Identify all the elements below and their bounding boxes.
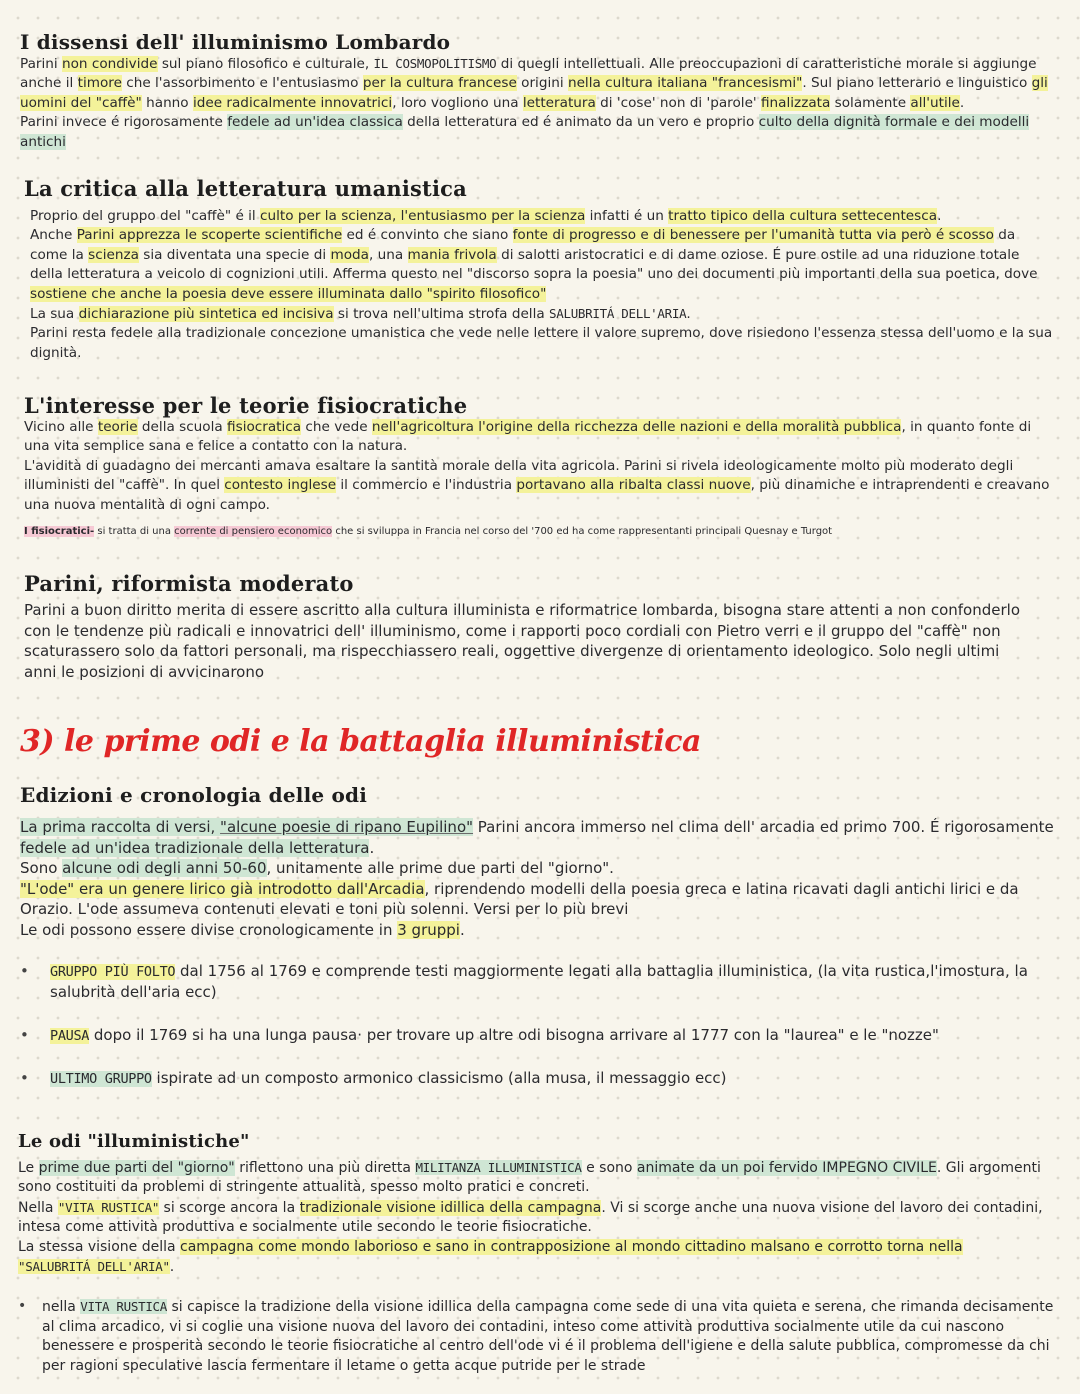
text: infatti é un — [585, 208, 669, 224]
highlight: dichiarazione più sintetica ed incisiva — [78, 306, 334, 323]
chapter-heading: 3) le prime odi e la battaglia illuministica — [20, 724, 701, 759]
caps-text: VITA RUSTICA — [80, 1299, 168, 1315]
text: che vede — [301, 419, 372, 435]
section-body — [24, 201, 1054, 363]
text: sia diventata una specie di — [138, 246, 331, 263]
highlight: nell'agricoltura l'origine della ricchezza delle nazioni e della moralità pubblica — [371, 419, 902, 435]
paragraph — [30, 207, 1054, 226]
highlight: letteratura — [522, 94, 596, 111]
paragraph — [30, 304, 1054, 324]
highlight: alcune odi degli anni 50-60 — [62, 859, 267, 878]
text: Sono — [20, 859, 63, 878]
highlight: per la cultura francese — [362, 75, 517, 92]
text: , loro vogliono una — [392, 94, 523, 111]
text: si capisce la tradizione della visione idillica della campagna come sede di una vita quieta e serena, che rimanda decisamente al clima arcadico, vi si coglie una visione nuova del lavoro dei contadini, inteso come attività produttiva socialmente utile da cui nascono benessere e prosperità secondo le teorie fisiocratiche al centro dell'ode vi é il problema dell'igiene e della salute pubblica, compromesse da chi per ragioni speculative lascia fermentare il letame o getta acque putride per le strade — [42, 1299, 1054, 1374]
section-body — [18, 1154, 1060, 1376]
highlight: contesto inglese — [224, 477, 337, 494]
text: di 'cose' non di 'parole' — [595, 94, 761, 111]
text: della scuola — [137, 419, 228, 435]
highlight: teorie — [97, 419, 138, 435]
text: . — [369, 838, 375, 857]
highlight: 3 gruppi — [397, 920, 460, 939]
footnote-term: I fisiocratici- — [24, 526, 95, 538]
text: Parini ancora immerso nel clima dell' arcadia ed primo 700. É rigorosamente — [473, 818, 1054, 836]
caps-text: "VITA RUSTICA" — [57, 1199, 160, 1215]
text: . — [169, 1259, 175, 1276]
paragraph — [20, 113, 1065, 152]
highlight: timore — [77, 75, 122, 92]
text: di quegli intellettuali. Alle preoccupazioni di caratteristiche morale si aggiunge anche il — [20, 56, 1037, 92]
text: . — [459, 920, 465, 939]
section-critica — [24, 177, 1054, 363]
paragraph — [20, 54, 1065, 113]
text: Parini — [20, 56, 62, 72]
paragraph — [20, 920, 1060, 941]
text: riflettono una più diretta — [234, 1160, 416, 1176]
highlight: tradizionale visione idillica della campagna — [299, 1199, 602, 1216]
text: ed é convinto che siano — [342, 227, 513, 244]
group-label: GRUPPO PIÙ FOLTO — [50, 963, 176, 980]
section-title: L'interesse per le teorie fisiocratiche — [24, 393, 468, 418]
text: Proprio del gruppo del "caffè" é il — [30, 208, 261, 224]
list-item — [20, 1025, 1060, 1047]
highlight: moda — [330, 246, 369, 263]
text: hanno — [141, 94, 193, 111]
paragraph — [24, 418, 1054, 457]
text: di salotti aristocratici e di dame oziose. É pure ostile ad una riduzione totale della letteratura a veicolo di cognizioni utili. Afferma questo nel "discorso sopra la poesia" uno dei documenti più importanti della sua poetica, dove — [30, 246, 1038, 283]
text: ispirate ad un composto armonico classicismo (alla musa, il messaggio ecc) — [151, 1069, 727, 1088]
list-item — [20, 961, 1060, 1003]
paragraph — [18, 1238, 1060, 1278]
paragraph: Parini a buon diritto merita di essere ascritto alla cultura illuminista e riformatrice lombarda, bisogna stare attenti a non confonderlo con le tendenze più radicali e innovatrici dell' illuminismo, come i rapporti poco cordiali con Pietro verri e il gruppo del "caffè" non scaturassero solo da fattori personali, ma rispecchiassero reali, oggettive divergenze di orientamento ideologico. Solo negli ultimi anni le posizioni di avvicinarono — [24, 601, 1020, 681]
text: , una — [369, 246, 408, 263]
highlight: culto della dignità formale e dei modelli antichi — [20, 114, 1030, 150]
text: . — [686, 306, 691, 323]
highlight: "alcune poesie di ripano Eupilino" — [220, 818, 474, 836]
caps-text: IL COSMOPOLITISMO — [373, 56, 497, 71]
highlight: idee radicalmente innovatrici — [192, 94, 393, 111]
text: e sono — [581, 1160, 637, 1176]
highlight: mania frivola — [407, 246, 497, 263]
highlight: "L'ode" era un genere lirico già introdotto dall'Arcadia — [20, 879, 425, 898]
text: si scorge ancora la — [159, 1199, 300, 1216]
paragraph — [30, 226, 1054, 304]
paragraph — [24, 457, 1054, 515]
highlight: animate da un poi fervido IMPEGNO CIVILE — [636, 1160, 937, 1176]
highlight: fonte di progresso e di benessere per l'umanità tutta via però é scosso — [512, 227, 994, 244]
paragraph — [20, 858, 1060, 879]
section-title: Edizioni e cronologia delle odi — [20, 783, 368, 807]
highlight: culto per la scienza, l'entusiasmo per la scienza — [260, 208, 586, 224]
text: solamente — [830, 94, 911, 111]
text: . Vi si scorge anche una nuova visione del lavoro dei contadini, intesa come attività produttiva e socialmente utile secondo le teorie fisiocratiche. — [18, 1199, 1043, 1236]
section-title: I dissensi dell' illuminismo Lombardo — [20, 30, 451, 54]
text: nella — [42, 1299, 81, 1316]
section-edizioni — [20, 783, 1060, 1090]
highlight: tratto tipico della cultura settecentesca — [668, 208, 938, 224]
highlight: gli uomini del "caffè" — [20, 75, 1048, 111]
highlight: prime due parti del "giorno" — [38, 1160, 235, 1176]
highlight: fedele ad un'idea classica — [227, 114, 403, 131]
highlight: all'utile — [910, 94, 960, 111]
text: Le — [18, 1160, 39, 1176]
section-fisiocratiche — [24, 394, 1054, 539]
text: da come la — [30, 227, 1016, 263]
text: Nella — [18, 1199, 58, 1216]
text: La sua — [30, 306, 79, 323]
group-label: PAUSA — [50, 1027, 90, 1044]
caps-text: SALUBRITÁ DELL'ARIA — [549, 306, 687, 322]
odi-list — [18, 1297, 1060, 1376]
section-riformista — [24, 572, 1024, 682]
text: il commercio e l'industria — [336, 477, 517, 494]
section-dissensi — [20, 30, 1065, 152]
highlight: fisiocratica — [227, 419, 302, 435]
highlight: nella cultura italiana "francesismi" — [567, 75, 803, 92]
text: origini — [516, 75, 568, 92]
highlight: campagna come mondo laborioso e sano in contrapposizione al mondo cittadino malsano e corrotto torna nella — [180, 1238, 963, 1255]
text: dopo il 1769 si ha una lunga pausa· per trovare up altre odi bisogna arrivare al 1777 con la "laurea" e le "nozze" — [89, 1025, 939, 1044]
text: , unitamente alle prime due parti del "giorno". — [266, 859, 614, 878]
paragraph — [18, 1158, 1060, 1198]
section-odi-illuministiche — [18, 1130, 1060, 1376]
text: dal 1756 al 1769 e comprende testi maggiormente legati alla battaglia illuministica, (la vita rustica,l'imostura, la salubrità dell'aria ecc) — [50, 961, 1028, 1002]
paragraph — [20, 879, 1060, 920]
text: . — [937, 208, 942, 224]
highlight: scienza — [88, 246, 139, 263]
text: si trova nell'ultima strofa della — [333, 306, 550, 323]
highlight: Parini apprezza le scoperte scientifiche — [76, 227, 343, 244]
list-item — [20, 1068, 1060, 1090]
highlight: La prima raccolta di versi, — [20, 818, 221, 836]
groups-list — [20, 961, 1060, 1090]
text: Parini invece é rigorosamente — [20, 114, 228, 131]
text: sul piano filosofico e culturale, — [157, 56, 374, 72]
section-title: Parini, riformista moderato — [24, 571, 354, 596]
text: , più dinamiche e intraprendenti e creavano una nuova mentalità di ogni campo. — [24, 477, 1050, 513]
section-body — [20, 807, 1060, 1090]
highlight: portavano alla ribalta classi nuove — [516, 477, 751, 494]
highlight: corrente di pensiero economico — [174, 526, 333, 538]
caps-text: "SALUBRITÁ DELL'ARIA" — [18, 1259, 170, 1275]
section-title: Le odi "illuministiche" — [18, 1131, 250, 1152]
footnote — [24, 525, 1054, 539]
text: . Gli argomenti sono costituiti da problemi di stringente attualità, spesso molto pratici e concreti. — [18, 1160, 1041, 1196]
text: Le odi possono essere divise cronologicamente in — [20, 920, 398, 939]
highlight: non condivide — [62, 56, 158, 72]
caps-text: MILITANZA ILLUMINISTICA — [415, 1160, 582, 1175]
group-label: ULTIMO GRUPPO — [50, 1071, 152, 1088]
text: che si sviluppa in Francia nel corso del '700 ed ha come rappresentanti principali Quesnay e Turgot — [332, 526, 833, 538]
paragraph — [18, 1198, 1060, 1238]
text: . — [959, 94, 965, 111]
text: che l'assorbimento e l'entusiasmo — [121, 75, 363, 92]
paragraph — [20, 817, 1060, 858]
text: . Sul piano letterario e linguistico — [802, 75, 1032, 92]
text: , in quanto fonte di una vita semplice sana e felice a contatto con la natura. — [24, 419, 1032, 455]
text: , riprendendo modelli della poesia greca e latina ricavati dagli antichi lirici e da Orazio. L'ode assumeva contenuti elevati e toni più solenni. Versi per lo più brevi — [20, 879, 1019, 919]
highlight: fedele ad un'idea tradizionale della letteratura — [20, 838, 370, 857]
text: della letteratura ed é animato da un vero e proprio — [402, 114, 759, 131]
text: L'avidità di guadagno dei mercanti amava esaltare la santità morale della vita agricola. Parini si rivela ideologicamente molto più moderato degli illuministi del "caffè". In quel — [24, 457, 1014, 494]
paragraph: Parini resta fedele alla tradizionale concezione umanistica che vede nelle lettere il valore supremo, dove risiedono l'essenza stessa dell'uomo e la sua dignità. — [30, 325, 1053, 361]
highlight: sostiene che anche la poesia deve essere illuminata dallo "spirito filosofico" — [30, 285, 547, 302]
text: La stessa visione della — [18, 1238, 181, 1255]
text: Anche — [30, 227, 77, 244]
section-title: La critica alla letteratura umanistica — [24, 176, 467, 201]
list-item — [18, 1297, 1060, 1376]
text: Vicino alle — [24, 419, 98, 435]
text: si tratta di una — [94, 526, 175, 538]
highlight: finalizzata — [761, 94, 831, 111]
